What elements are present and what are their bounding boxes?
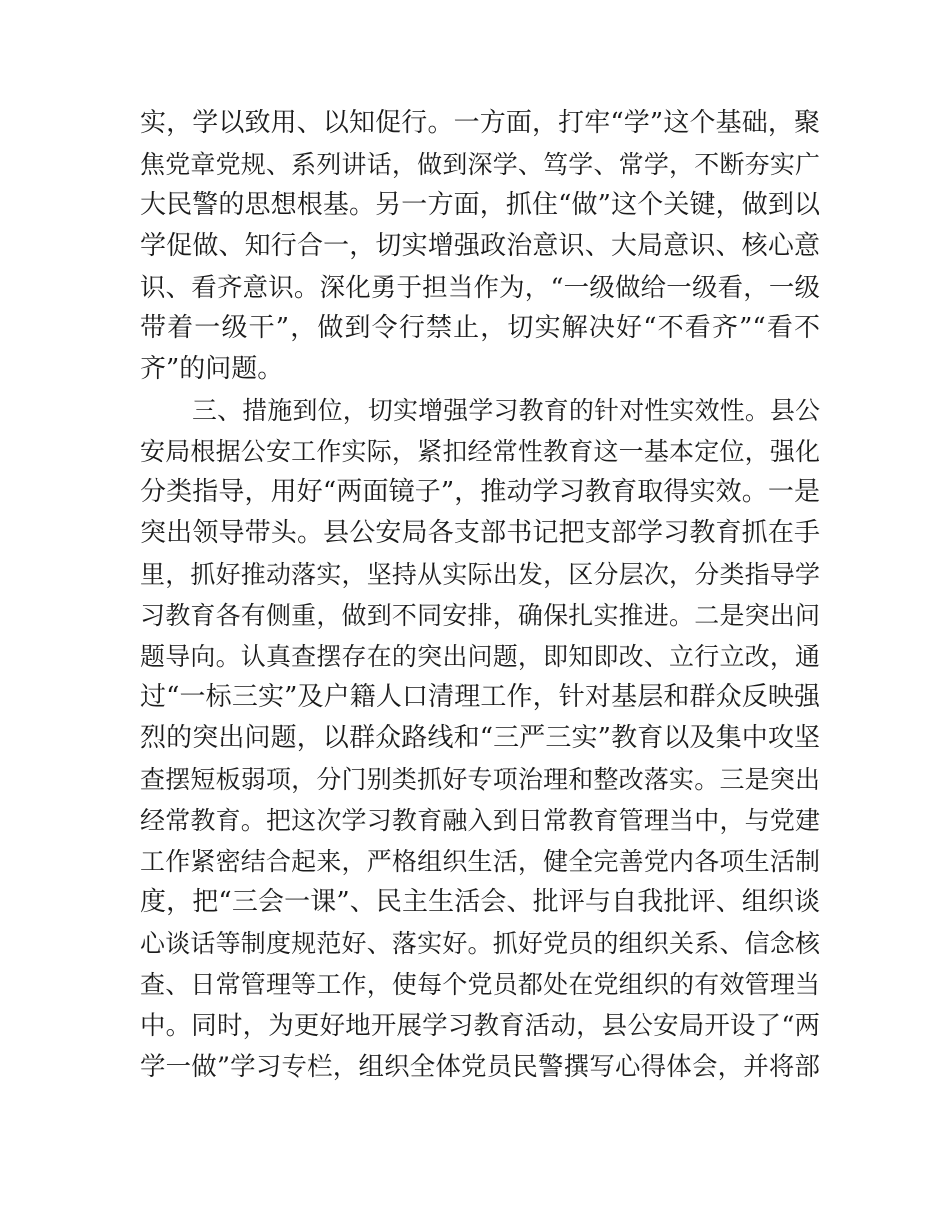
text-line: 经常教育。把这次学习教育融入到日常教育管理当中，与党建 — [140, 806, 820, 835]
text-line: 学一做”学习专栏，组织全体党员民警撰写心得体会，并将部 — [140, 1051, 820, 1081]
text-line: 突出领导带头。县公安局各支部书记把支部学习教育抓在手 — [140, 518, 820, 548]
text-line: 学促做、知行合一，切实增强政治意识、大局意识、核心意 — [140, 231, 820, 261]
text-line: 安局根据公安工作实际，紧扣经常性教育这一基本定位，强化 — [140, 437, 820, 466]
text-line: 识、看齐意识。深化勇于担当作为，“一级做给一级看，一级 — [140, 272, 820, 302]
paragraph-start-line: 三、措施到位，切实增强学习教育的针对性实效性。县公 — [192, 396, 820, 425]
text-line: 大民警的思想根基。另一方面，抓住“做”这个关键，做到以 — [140, 190, 820, 220]
text-line: 带着一级干”，做到令行禁止，切实解决好“不看齐”“看不 — [140, 313, 820, 343]
text-line: 度，把“三会一课”、民主生活会、批评与自我批评、组织谈 — [140, 887, 820, 917]
text-line: 查摆短板弱项，分门别类抓好专项治理和整改落实。三是突出 — [140, 765, 820, 794]
text-line: 心谈话等制度规范好、落实好。抓好党员的组织关系、信念核 — [140, 929, 820, 958]
text-line: 烈的突出问题，以群众路线和“三严三实”教育以及集中攻坚 — [140, 723, 820, 753]
text-line: 题导向。认真查摆存在的突出问题，即知即改、立行立改，通 — [140, 642, 820, 671]
text-line: 分类指导，用好“两面镜子”，推动学习教育取得实效。一是 — [140, 477, 820, 507]
text-line: 工作紧密结合起来，严格组织生活，健全完善党内各项生活制 — [140, 847, 820, 876]
document-body — [140, 103, 820, 1087]
text-line: 实，学以致用、以知促行。一方面，打牢“学”这个基础，聚 — [140, 108, 820, 138]
text-line: 里，抓好推动落实，坚持从实际出发，区分层次，分类指导学 — [140, 560, 820, 589]
text-line: 过“一标三实”及户籍人口清理工作，针对基层和群众反映强 — [140, 682, 820, 712]
text-line: 习教育各有侧重，做到不同安排，确保扎实推进。二是突出问 — [140, 601, 820, 630]
paragraph-end-line: 齐”的问题。 — [140, 354, 284, 384]
text-line: 中。同时，为更好地开展学习教育活动，县公安局开设了“两 — [140, 1010, 820, 1040]
text-line: 查、日常管理等工作，使每个党员都处在党组织的有效管理当 — [140, 970, 820, 999]
text-line: 焦党章党规、系列讲话，做到深学、笃学、常学，不断夯实广 — [140, 150, 820, 179]
